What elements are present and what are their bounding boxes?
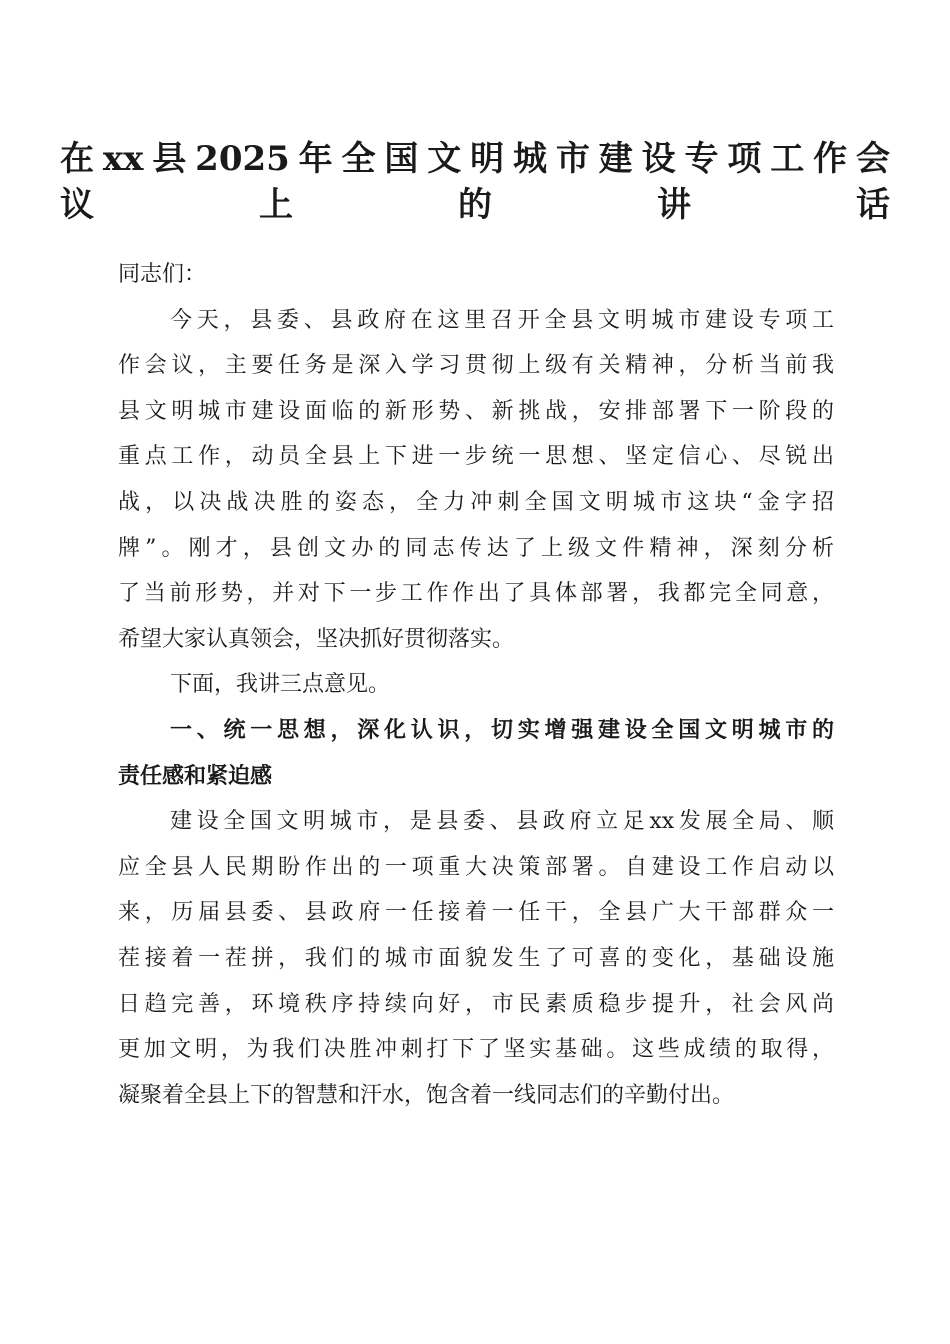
paragraph-line: 牌”。刚才，县创文办的同志传达了上级文件精神，深刻分析 <box>118 535 834 561</box>
title-line: 议上的讲话 <box>60 184 890 225</box>
paragraph-line: 日趋完善，环境秩序持续向好，市民素质稳步提升，社会风尚 <box>118 991 834 1017</box>
document-body <box>118 252 834 1118</box>
paragraph-line: 作会议，主要任务是深入学习贯彻上级有关精神，分析当前我 <box>118 353 834 379</box>
paragraph-line: 茬接着一茬拼，我们的城市面貌发生了可喜的变化，基础设施 <box>118 945 834 971</box>
paragraph-line: 重点工作，动员全县上下进一步统一思想、坚定信心、尽锐出 <box>118 444 834 470</box>
paragraph-line: 今天，县委、县政府在这里召开全县文明城市建设专项工 <box>170 307 834 333</box>
paragraph-line: 希望大家认真领会，坚决抓好贯彻落实。 <box>118 626 515 652</box>
paragraph-line: 了当前形势，并对下一步工作作出了具体部署，我都完全同意， <box>118 581 834 607</box>
heading-line: 一、统一思想，深化认识，切实增强建设全国文明城市的 <box>170 717 834 743</box>
paragraph-line: 县文明城市建设面临的新形势、新挑战，安排部署下一阶段的 <box>118 398 834 424</box>
paragraph-line: 应全县人民期盼作出的一项重大决策部署。自建设工作启动以 <box>118 854 834 880</box>
paragraph-intro <box>118 298 834 663</box>
paragraph-transition: 下面，我讲三点意见。 <box>170 672 391 698</box>
salutation: 同志们： <box>118 262 207 287</box>
paragraph-line: 战，以决战决胜的姿态，全力冲刺全国文明城市这块“金字招 <box>118 489 834 515</box>
paragraph-section-1 <box>118 799 834 1118</box>
paragraph-line: 更加文明，为我们决胜冲刺打下了坚实基础。这些成绩的取得， <box>118 1037 834 1063</box>
document-title <box>60 136 890 227</box>
title-line: 在xx县2025年全国文明城市建设专项工作会 <box>60 139 890 179</box>
paragraph-line: 凝聚着全县上下的智慧和汗水，饱含着一线同志们的辛勤付出。 <box>118 1082 735 1108</box>
section-heading-1 <box>118 708 834 799</box>
paragraph-line: 建设全国文明城市，是县委、县政府立足xx发展全局、顺 <box>170 809 834 835</box>
paragraph-line: 来，历届县委、县政府一任接着一任干，全县广大干部群众一 <box>118 900 834 926</box>
heading-line: 责任感和紧迫感 <box>118 763 273 789</box>
